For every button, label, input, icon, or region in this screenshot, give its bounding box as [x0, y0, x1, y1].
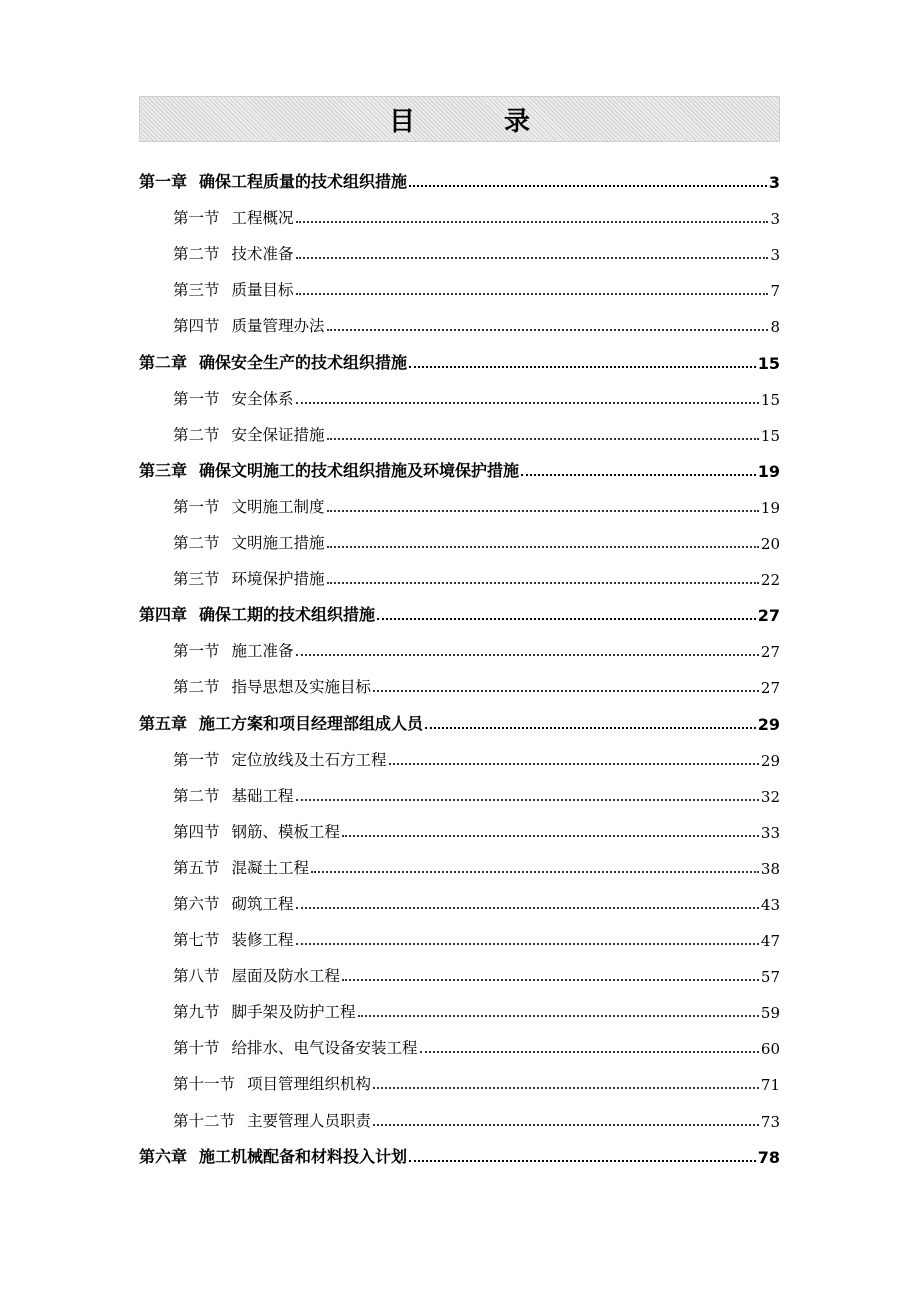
dot-leader [409, 1160, 756, 1162]
dot-leader [296, 293, 769, 295]
toc-entry-title: 工程概况 [231, 209, 294, 228]
dot-leader [377, 618, 756, 620]
toc-section-entry[interactable] [139, 920, 780, 956]
toc-entry-page: 15 [760, 426, 780, 445]
dot-leader [420, 1051, 759, 1053]
dot-leader [425, 727, 756, 729]
toc-entry-number: 第一节 [173, 209, 220, 228]
toc-entry-page: 3 [770, 246, 780, 265]
toc-entry-number: 第四节 [173, 317, 220, 336]
toc-entry-number: 第七节 [173, 931, 220, 950]
dot-leader [373, 1087, 759, 1089]
dot-leader [373, 1124, 759, 1126]
toc-section-entry[interactable] [139, 631, 780, 667]
toc-entry-title: 施工方案和项目经理部组成人员 [199, 713, 424, 733]
toc-entry-page: 19 [757, 461, 780, 481]
toc-entry-number: 第一节 [173, 642, 220, 661]
toc-entry-title: 定位放线及土石方工程 [231, 750, 387, 769]
dot-leader [296, 402, 759, 404]
toc-entry-page: 27 [757, 606, 780, 626]
table-of-contents [139, 162, 780, 1173]
toc-entry-page: 22 [760, 571, 780, 590]
toc-entry-title: 屋面及防水工程 [231, 967, 341, 986]
toc-entry-page: 19 [760, 498, 780, 517]
toc-title-banner [139, 96, 780, 142]
toc-entry-title: 指导思想及实施目标 [231, 678, 372, 697]
toc-entry-number: 第六章 [139, 1146, 188, 1166]
dot-leader [521, 474, 756, 476]
dot-leader [311, 871, 759, 873]
toc-section-entry[interactable] [139, 812, 780, 848]
dot-leader [327, 329, 769, 331]
toc-section-entry[interactable] [139, 523, 780, 559]
toc-entry-title: 确保工程质量的技术组织措施 [199, 172, 408, 192]
toc-entry-title: 施工准备 [231, 642, 294, 661]
toc-entry-number: 第二节 [173, 425, 220, 444]
toc-entry-number: 第二节 [173, 245, 220, 264]
toc-entry-number: 第一节 [173, 389, 220, 408]
toc-section-entry[interactable] [139, 776, 780, 812]
toc-entry-title: 质量管理办法 [231, 317, 325, 336]
toc-entry-title: 文明施工措施 [231, 534, 325, 553]
toc-entry-number: 第十一节 [173, 1075, 236, 1094]
toc-entry-number: 第二节 [173, 786, 220, 805]
toc-chapter-entry[interactable] [139, 342, 780, 378]
dot-leader [327, 438, 759, 440]
toc-chapter-entry[interactable] [139, 451, 780, 487]
toc-entry-page: 3 [770, 210, 780, 229]
dot-leader [296, 799, 759, 801]
toc-entry-page: 47 [760, 932, 780, 951]
toc-entry-page: 29 [760, 751, 780, 770]
toc-entry-title: 安全保证措施 [231, 425, 325, 444]
toc-entry-page: 43 [760, 895, 780, 914]
toc-entry-page: 27 [760, 679, 780, 698]
toc-entry-title: 确保安全生产的技术组织措施 [199, 352, 408, 372]
toc-chapter-entry[interactable] [139, 595, 780, 631]
toc-section-entry[interactable] [139, 1064, 780, 1100]
toc-entry-page: 7 [770, 282, 780, 301]
dot-leader [389, 763, 759, 765]
dot-leader [296, 943, 759, 945]
toc-entry-page: 15 [757, 353, 780, 373]
toc-entry-page: 38 [760, 859, 780, 878]
toc-section-entry[interactable] [139, 1100, 780, 1136]
toc-entry-page: 73 [760, 1112, 780, 1131]
toc-entry-number: 第三章 [139, 460, 188, 480]
toc-entry-number: 第二节 [173, 678, 220, 697]
toc-entry-title: 质量目标 [231, 281, 294, 300]
toc-entry-title: 确保工期的技术组织措施 [199, 605, 376, 625]
toc-section-entry[interactable] [139, 740, 780, 776]
toc-entry-number: 第四章 [139, 605, 188, 625]
dot-leader [358, 1015, 759, 1017]
dot-leader [342, 835, 759, 837]
dot-leader [409, 366, 756, 368]
dot-leader [296, 654, 759, 656]
toc-entry-page: 71 [760, 1076, 780, 1095]
toc-entry-title: 安全体系 [231, 389, 294, 408]
dot-leader [296, 221, 769, 223]
toc-entry-page: 60 [760, 1040, 780, 1059]
dot-leader [373, 690, 759, 692]
toc-section-entry[interactable] [139, 1028, 780, 1064]
dot-leader [342, 979, 759, 981]
toc-section-entry[interactable] [139, 667, 780, 703]
toc-entry-number: 第一节 [173, 497, 220, 516]
toc-entry-page: 3 [768, 173, 780, 193]
toc-entry-page: 59 [760, 1004, 780, 1023]
toc-chapter-entry[interactable] [139, 162, 780, 198]
toc-entry-number: 第三节 [173, 281, 220, 300]
toc-section-entry[interactable] [139, 270, 780, 306]
toc-title: 目 录 [388, 106, 571, 137]
dot-leader [327, 546, 759, 548]
toc-entry-title: 确保文明施工的技术组织措施及环境保护措施 [199, 460, 520, 480]
toc-entry-number: 第二章 [139, 352, 188, 372]
toc-entry-number: 第三节 [173, 570, 220, 589]
dot-leader [409, 185, 767, 187]
toc-entry-title: 主要管理人员职责 [247, 1111, 372, 1130]
toc-entry-title: 脚手架及防护工程 [231, 1003, 356, 1022]
toc-entry-page: 57 [760, 968, 780, 987]
toc-entry-number: 第十二节 [173, 1111, 236, 1130]
toc-chapter-entry[interactable] [139, 1137, 780, 1173]
toc-section-entry[interactable] [139, 956, 780, 992]
toc-entry-page: 78 [757, 1147, 780, 1167]
toc-entry-page: 29 [757, 714, 780, 734]
toc-entry-title: 项目管理组织机构 [247, 1075, 372, 1094]
toc-entry-number: 第五节 [173, 858, 220, 877]
toc-entry-number: 第八节 [173, 967, 220, 986]
dot-leader [296, 907, 759, 909]
toc-entry-number: 第四节 [173, 822, 220, 841]
toc-section-entry[interactable] [139, 198, 780, 234]
toc-entry-number: 第十节 [173, 1039, 220, 1058]
toc-section-entry[interactable] [139, 234, 780, 270]
toc-entry-title: 混凝土工程 [231, 858, 310, 877]
toc-section-entry[interactable] [139, 992, 780, 1028]
toc-entry-page: 20 [760, 535, 780, 554]
toc-entry-page: 15 [760, 390, 780, 409]
toc-entry-title: 施工机械配备和材料投入计划 [199, 1146, 408, 1166]
toc-entry-page: 8 [770, 318, 780, 337]
toc-entry-number: 第一章 [139, 172, 188, 192]
toc-entry-title: 钢筋、模板工程 [231, 822, 341, 841]
dot-leader [327, 582, 759, 584]
toc-section-entry[interactable] [139, 415, 780, 451]
toc-section-entry[interactable] [139, 884, 780, 920]
toc-entry-title: 技术准备 [231, 245, 294, 264]
toc-entry-page: 27 [760, 643, 780, 662]
toc-entry-title: 装修工程 [231, 931, 294, 950]
toc-entry-title: 文明施工制度 [231, 497, 325, 516]
toc-chapter-entry[interactable] [139, 703, 780, 739]
toc-entry-title: 环境保护措施 [231, 570, 325, 589]
toc-section-entry[interactable] [139, 559, 780, 595]
toc-section-entry[interactable] [139, 848, 780, 884]
dot-leader [327, 510, 759, 512]
toc-section-entry[interactable] [139, 487, 780, 523]
toc-section-entry[interactable] [139, 379, 780, 415]
toc-entry-page: 32 [760, 787, 780, 806]
toc-entry-number: 第九节 [173, 1003, 220, 1022]
toc-section-entry[interactable] [139, 306, 780, 342]
toc-entry-title: 砌筑工程 [231, 894, 294, 913]
toc-entry-page: 33 [760, 823, 780, 842]
dot-leader [296, 257, 769, 259]
toc-entry-number: 第二节 [173, 534, 220, 553]
toc-entry-number: 第五章 [139, 713, 188, 733]
toc-entry-title: 基础工程 [231, 786, 294, 805]
toc-entry-title: 给排水、电气设备安装工程 [231, 1039, 418, 1058]
toc-entry-number: 第六节 [173, 894, 220, 913]
toc-entry-number: 第一节 [173, 750, 220, 769]
